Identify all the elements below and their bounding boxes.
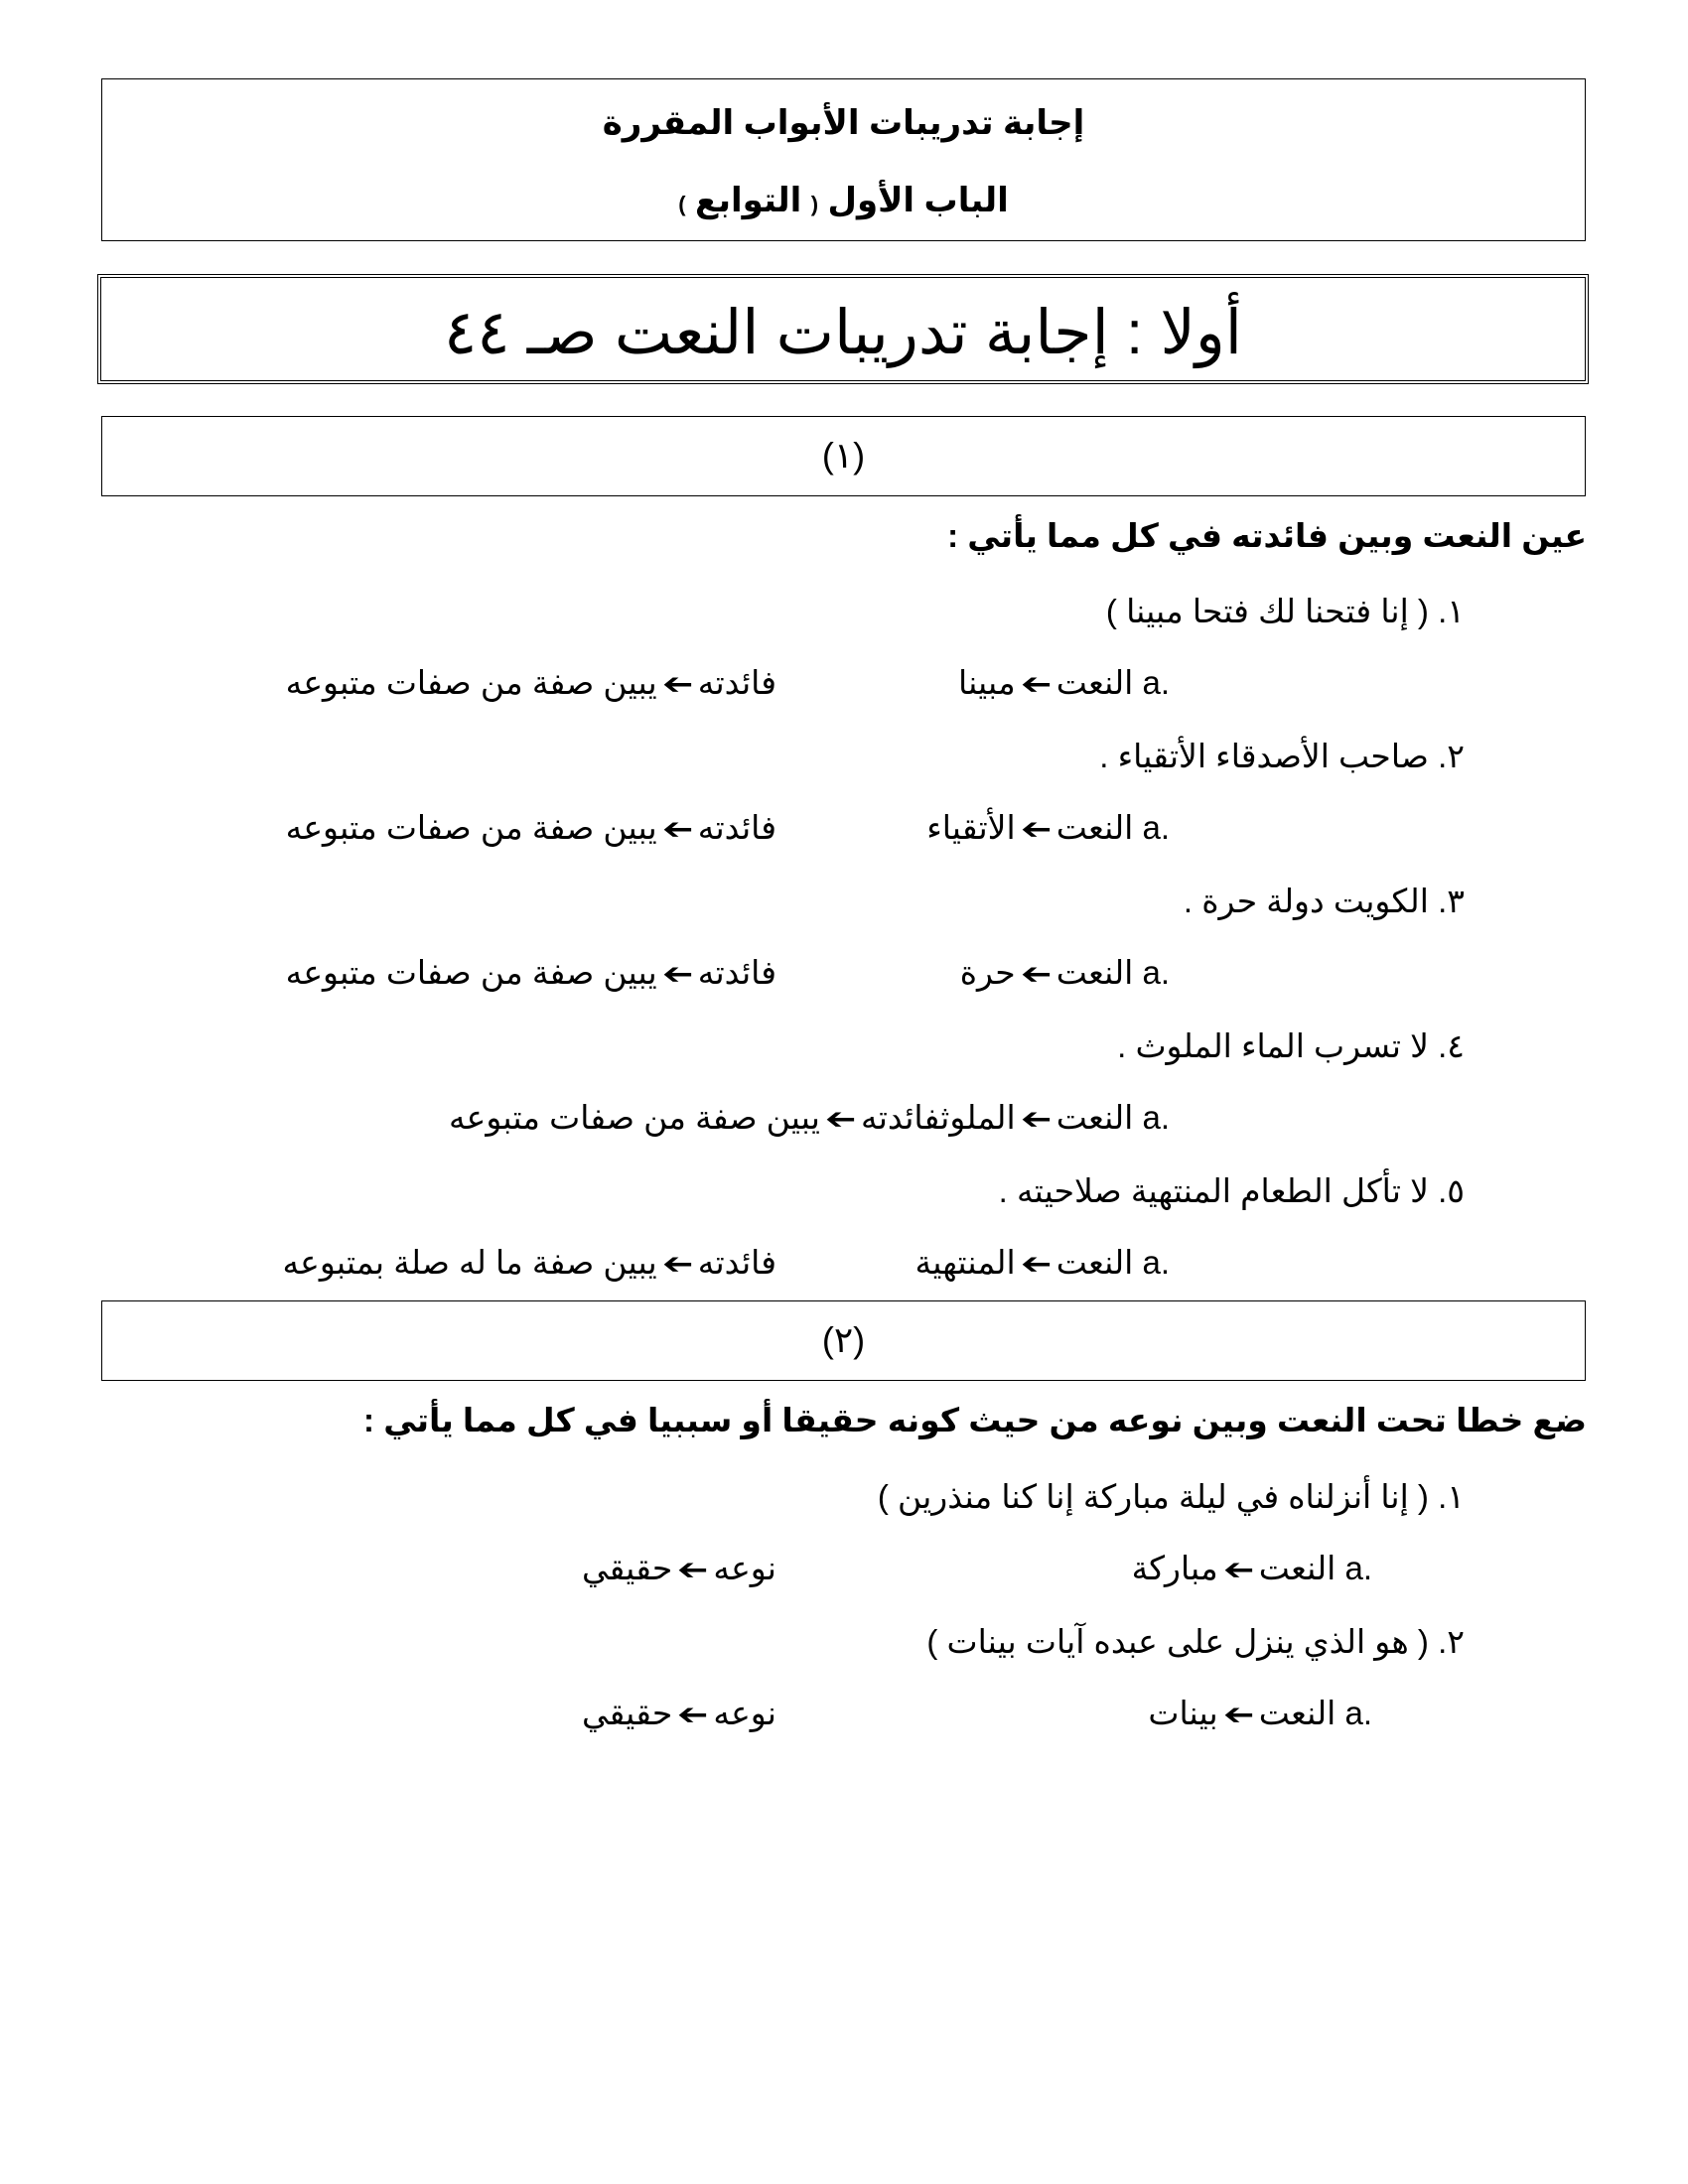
main-title-box	[97, 274, 1589, 384]
item-sentence: ( إنا فتحنا لك فتحا مبينا )	[1105, 593, 1429, 629]
type-label: نوعه	[713, 1550, 776, 1586]
section1-answer-1-benefit	[286, 663, 776, 702]
naat-label: النعت	[1258, 1550, 1336, 1586]
arrow-icon: ➔	[1020, 1103, 1052, 1136]
answer-letter: a.	[1142, 809, 1170, 846]
item-sentence: ( إنا أنزلناه في ليلة مباركة إنا كنا منذرين )	[877, 1478, 1429, 1515]
header-line1: إجابة تدريبات الأبواب المقررة	[602, 104, 1085, 142]
arrow-icon: ➔	[1020, 958, 1052, 991]
naat-value: مبينا	[958, 664, 1016, 701]
naat-value: مباركة	[1131, 1550, 1218, 1586]
section2-item-1	[878, 1477, 1465, 1516]
naat-value: المنتهية	[914, 1244, 1016, 1281]
naat-value: بينات	[1148, 1695, 1218, 1731]
benefit-label: فائدته	[697, 809, 776, 846]
section2-answer-2-naat	[1148, 1694, 1372, 1732]
section2-answer-1-type	[582, 1549, 776, 1587]
arrow-icon: ➔	[1020, 1248, 1052, 1281]
benefit-label: فائدته	[697, 954, 776, 991]
benefit-value: يبين صفة من صفات متبوعه	[285, 664, 657, 701]
naat-label: النعت	[1055, 1244, 1134, 1281]
section1-number-box	[101, 416, 1586, 496]
section1-answer-5-naat	[915, 1243, 1170, 1282]
answer-letter: a.	[1344, 1550, 1372, 1586]
section1-item-5	[999, 1171, 1465, 1210]
benefit-value: يبين صفة من صفات متبوعه	[285, 954, 657, 991]
naat-label: النعت	[1055, 954, 1134, 991]
section1-item-3	[1184, 882, 1465, 920]
section2-item-2	[926, 1622, 1465, 1661]
item-sentence: لا تسرب الماء الملوث .	[1117, 1027, 1429, 1064]
answer-letter: a.	[1142, 1099, 1170, 1136]
header-chapter: الباب الأول	[827, 182, 1009, 219]
naat-label: النعت	[1055, 809, 1134, 846]
item-number: ١.	[1438, 1478, 1465, 1515]
item-sentence: لا تأكل الطعام المنتهية صلاحيته .	[998, 1172, 1429, 1209]
arrow-icon: ➔	[661, 1248, 693, 1281]
item-number: ٤.	[1438, 1027, 1465, 1064]
section1-answer-5-benefit	[282, 1243, 776, 1282]
item-sentence: ( هو الذي ينزل على عبده آيات بينات )	[926, 1623, 1429, 1660]
section1-answer-1-naat	[958, 663, 1170, 702]
section2-number-box	[101, 1300, 1586, 1381]
type-label: نوعه	[713, 1695, 776, 1731]
naat-label: النعت	[1258, 1695, 1336, 1731]
section1-answer-3-benefit	[286, 953, 776, 992]
item-number: ٥.	[1438, 1172, 1465, 1209]
section1-item-4	[1117, 1026, 1465, 1065]
arrow-icon: ➔	[1222, 1699, 1254, 1731]
benefit-value: يبين صفة ما له صلة بمتبوعه	[282, 1244, 657, 1281]
arrow-icon: ➔	[1222, 1554, 1254, 1586]
section1-number: (١)	[821, 435, 866, 476]
benefit-label: فائدته	[697, 664, 776, 701]
arrow-icon: ➔	[824, 1103, 857, 1136]
arrow-icon: ➔	[661, 668, 693, 701]
naat-label: النعت	[1055, 1099, 1134, 1136]
header-paren-open: (	[810, 192, 819, 216]
section1-item-2	[1099, 737, 1465, 775]
arrow-icon: ➔	[1020, 668, 1052, 701]
naat-value: الأتقياء	[926, 809, 1016, 846]
section2-number: (٢)	[821, 1319, 866, 1360]
type-value: حقيقي	[581, 1550, 673, 1586]
naat-label: النعت	[1055, 664, 1134, 701]
item-sentence: صاحب الأصدقاء الأتقياء .	[1099, 738, 1429, 774]
header-line2	[102, 181, 1585, 220]
header-paren-close: )	[678, 192, 686, 216]
section1-answer-2-benefit	[286, 808, 776, 847]
item-number: ٢.	[1438, 1623, 1465, 1660]
arrow-icon: ➔	[661, 813, 693, 846]
answer-letter: a.	[1142, 1244, 1170, 1281]
section2-answer-1-naat	[1132, 1549, 1372, 1587]
section1-answer-3-naat	[960, 953, 1170, 992]
arrow-icon: ➔	[661, 958, 693, 991]
arrow-icon: ➔	[677, 1699, 709, 1731]
main-title: أولا : إجابة تدريبات النعت صـ ٤٤	[443, 299, 1243, 367]
arrow-icon: ➔	[1020, 813, 1052, 846]
benefit-label: فائدته	[697, 1244, 776, 1281]
section2-prompt: ضع خطا تحت النعت وبين نوعه من حيث كونه حقيقا أو سببيا في كل مما يأتي :	[363, 1402, 1587, 1438]
item-number: ٢.	[1438, 738, 1465, 774]
benefit-value: يبين صفة من صفات متبوعه	[448, 1099, 820, 1136]
section1-answer-4	[449, 1098, 1170, 1137]
section1-item-1	[1106, 592, 1465, 630]
answer-letter: a.	[1142, 664, 1170, 701]
section1-prompt: عين النعت وبين فائدته في كل مما يأتي :	[947, 517, 1587, 554]
benefit-value: يبين صفة من صفات متبوعه	[285, 809, 657, 846]
header-box	[101, 78, 1586, 241]
type-value: حقيقي	[581, 1695, 673, 1731]
header-topic: التوابع	[694, 182, 802, 219]
naat-value: حرة	[959, 954, 1016, 991]
arrow-icon: ➔	[677, 1554, 709, 1586]
item-number: ٣.	[1438, 883, 1465, 919]
section2-answer-2-type	[582, 1694, 776, 1732]
item-sentence: الكويت دولة حرة .	[1183, 883, 1429, 919]
naat-value: الملوثفائدته	[861, 1099, 1016, 1136]
item-number: ١.	[1438, 593, 1465, 629]
answer-letter: a.	[1344, 1695, 1372, 1731]
section1-answer-2-naat	[926, 808, 1170, 847]
answer-letter: a.	[1142, 954, 1170, 991]
